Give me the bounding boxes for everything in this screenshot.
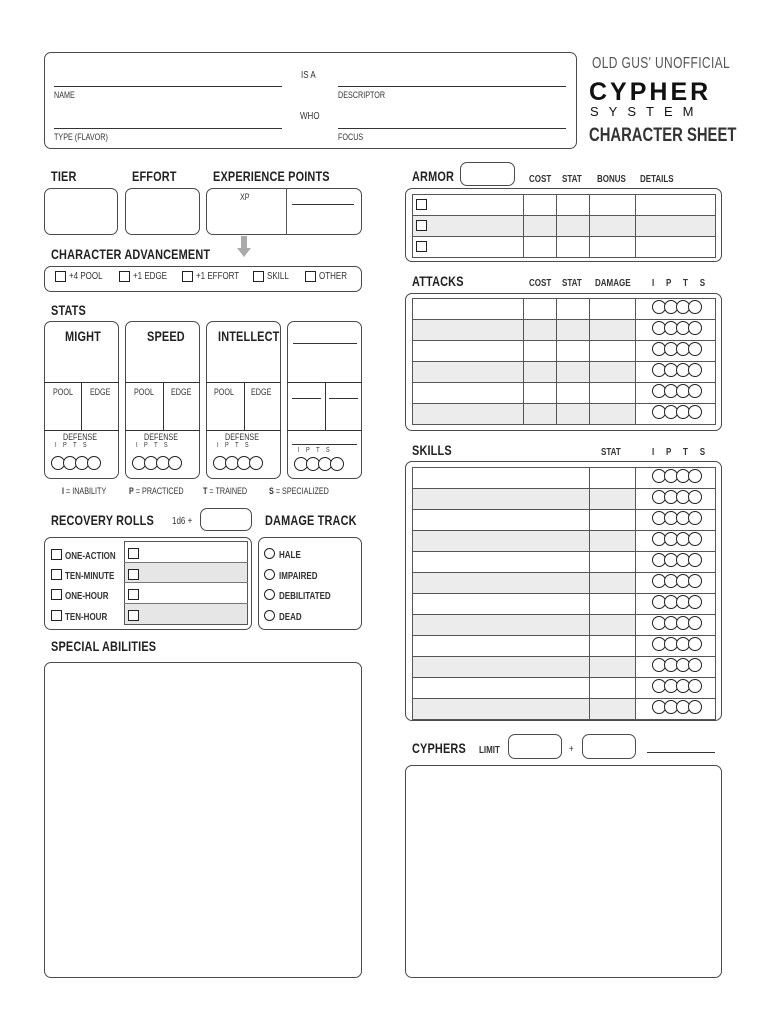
recovery-used-checkbox[interactable]: [128, 566, 139, 584]
might-defense-label: DEFENSE: [63, 432, 98, 442]
table-cell[interactable]: [524, 299, 557, 320]
ipts-circle[interactable]: [688, 384, 702, 398]
table-cell[interactable]: [590, 552, 636, 573]
recovery-one-action[interactable]: ONE-ACTION: [51, 546, 128, 564]
cyphers-title: CYPHERS: [412, 740, 466, 756]
xp-label: XP: [240, 192, 250, 202]
adv-other[interactable]: OTHER: [305, 271, 354, 282]
recovery-row-bg: [125, 562, 247, 582]
table-cell[interactable]: [557, 383, 590, 404]
armor-table: [412, 194, 716, 258]
table-cell[interactable]: [413, 594, 590, 615]
name-line: [54, 86, 282, 87]
table-cell[interactable]: [413, 699, 590, 720]
armor-title: ARMOR: [412, 168, 455, 184]
might-ipts-circles[interactable]: [51, 456, 99, 475]
might-edge-label: EDGE: [90, 387, 111, 397]
table-row: [413, 195, 716, 216]
ipts-cell[interactable]: [636, 320, 716, 341]
effort-title: EFFORT: [132, 168, 177, 184]
xp-divider: [286, 188, 287, 235]
table-cell[interactable]: [590, 699, 636, 720]
attacks-col-stat: STAT: [562, 278, 582, 289]
table-cell[interactable]: [413, 552, 590, 573]
divider: [287, 430, 362, 431]
armor-col-cost: COST: [529, 174, 552, 185]
cyphers-bonus-field[interactable]: [582, 734, 636, 759]
cyphers-limit-label: LIMIT: [479, 745, 500, 756]
table-cell[interactable]: [413, 531, 590, 552]
table-row: [413, 362, 716, 383]
speed-pool-label: POOL: [134, 387, 155, 397]
ipts-circle[interactable]: [688, 595, 702, 609]
special-abilities-field[interactable]: [44, 662, 362, 978]
name-label: NAME: [54, 90, 75, 100]
table-cell[interactable]: [413, 636, 590, 657]
checkbox[interactable]: [55, 271, 66, 282]
logo-cypher: CYPHER: [589, 78, 712, 106]
ipts-label: IPTS: [217, 442, 256, 449]
ipts-circle[interactable]: [688, 321, 702, 335]
attacks-col-cost: COST: [529, 278, 552, 289]
checkbox[interactable]: [51, 549, 62, 560]
table-cell[interactable]: [413, 615, 590, 636]
radio[interactable]: [264, 610, 275, 621]
skills-table: [412, 467, 716, 720]
table-cell[interactable]: [590, 362, 636, 383]
table-cell[interactable]: [590, 510, 636, 531]
table-row: [413, 299, 716, 320]
descriptor-label: DESCRIPTOR: [338, 90, 386, 100]
table-row: [413, 489, 716, 510]
custom-edge-line: [329, 398, 358, 399]
recovery-used-checkbox[interactable]: [128, 586, 139, 604]
armor-checkbox[interactable]: [416, 241, 427, 252]
speed-defense-label: DEFENSE: [144, 432, 179, 442]
armor-value-field[interactable]: [460, 162, 515, 186]
attacks-col-ipts: I P T S: [652, 278, 710, 289]
recovery-used-checkbox[interactable]: [128, 607, 139, 625]
ipts-cell[interactable]: [636, 531, 716, 552]
ipts-cell[interactable]: [636, 615, 716, 636]
cyphers-limit-field[interactable]: [508, 734, 562, 759]
table-cell[interactable]: [524, 383, 557, 404]
ipts-circle[interactable]: [688, 363, 702, 377]
skills-title: SKILLS: [412, 442, 452, 458]
checkbox[interactable]: [253, 271, 264, 282]
effort-field[interactable]: [125, 188, 200, 235]
checkbox[interactable]: [182, 271, 193, 282]
table-cell[interactable]: [590, 383, 636, 404]
skills-col-stat: STAT: [601, 447, 621, 458]
table-cell[interactable]: [413, 510, 590, 531]
table-cell[interactable]: [524, 404, 557, 425]
table-cell[interactable]: [413, 383, 524, 404]
speed-ipts-circles[interactable]: [132, 456, 180, 475]
table-row: [413, 699, 716, 720]
table-row: [413, 468, 716, 489]
divider: [124, 582, 248, 583]
table-cell[interactable]: [413, 468, 590, 489]
table-cell[interactable]: [590, 657, 636, 678]
damage-impaired[interactable]: IMPAIRED: [264, 566, 327, 584]
intellect-pool-label: POOL: [214, 387, 235, 397]
special-abilities-title: SPECIAL ABILITIES: [51, 638, 157, 654]
recovery-dice-label: 1d6 +: [172, 516, 193, 527]
ipts-circle[interactable]: [688, 532, 702, 546]
ipts-circle[interactable]: [688, 679, 702, 693]
xp-field[interactable]: [206, 188, 362, 235]
intellect-ipts-circles[interactable]: [213, 456, 261, 475]
table-cell[interactable]: [590, 636, 636, 657]
table-cell[interactable]: [413, 489, 590, 510]
table-cell[interactable]: [413, 404, 524, 425]
table-cell[interactable]: [413, 657, 590, 678]
ipts-cell[interactable]: [636, 573, 716, 594]
speed-title: SPEED: [147, 328, 185, 344]
attacks-col-damage: DAMAGE: [595, 278, 631, 289]
ipts-cell[interactable]: [636, 341, 716, 362]
adv-effort[interactable]: +1 EFFORT: [182, 271, 250, 282]
adv-edge[interactable]: +1 EDGE: [119, 271, 175, 282]
divider: [125, 430, 200, 431]
divider: [124, 562, 248, 563]
ipts-circle[interactable]: [688, 490, 702, 504]
ipts-cell[interactable]: [636, 678, 716, 699]
armor-col-bonus: BONUS: [597, 174, 626, 185]
table-cell[interactable]: [413, 320, 524, 341]
ipts-circle[interactable]: [688, 637, 702, 651]
header-box: [44, 52, 577, 149]
arrow-head: [237, 248, 251, 257]
damage-debilitated[interactable]: DEBILITATED: [264, 586, 344, 604]
table-cell[interactable]: [590, 678, 636, 699]
table-cell[interactable]: [590, 531, 636, 552]
ipts-circle[interactable]: [688, 616, 702, 630]
ipts-circle[interactable]: [688, 658, 702, 672]
ipts-cell[interactable]: [636, 552, 716, 573]
ipts-cell[interactable]: [636, 594, 716, 615]
divider: [163, 382, 164, 430]
stats-title: STATS: [51, 302, 86, 318]
logo-character-sheet: CHARACTER SHEET: [589, 125, 737, 146]
ipts-circle[interactable]: [688, 574, 702, 588]
damage-dead[interactable]: DEAD: [264, 607, 307, 625]
table-row: [413, 404, 716, 425]
divider: [124, 603, 248, 604]
speed-edge-label: EDGE: [171, 387, 192, 397]
table-row: [413, 320, 716, 341]
divider: [325, 382, 326, 430]
xp-title: EXPERIENCE POINTS: [213, 168, 330, 184]
table-row: [413, 216, 716, 237]
ipts-cell[interactable]: [636, 636, 716, 657]
table-cell[interactable]: [590, 489, 636, 510]
custom-pool-line: [292, 398, 321, 399]
attacks-title: ATTACKS: [412, 273, 464, 289]
table-cell[interactable]: [413, 362, 524, 383]
might-pool-label: POOL: [53, 387, 74, 397]
table-row: [413, 678, 716, 699]
table-cell[interactable]: [557, 299, 590, 320]
radio[interactable]: [264, 589, 275, 600]
ipts-circle[interactable]: [688, 553, 702, 567]
checkbox[interactable]: [119, 271, 130, 282]
ipts-label: IPTS: [136, 442, 175, 449]
intellect-defense-label: DEFENSE: [225, 432, 260, 442]
table-row: [413, 573, 716, 594]
damage-title: DAMAGE TRACK: [265, 512, 357, 528]
is-a-label: IS A: [301, 70, 316, 81]
ipts-cell[interactable]: [636, 699, 716, 720]
table-row: [413, 237, 716, 258]
armor-col-details: DETAILS: [640, 174, 674, 185]
recovery-ten-hour[interactable]: TEN-HOUR: [51, 607, 118, 625]
ipts-circle[interactable]: [688, 700, 702, 714]
ipts-cell[interactable]: [636, 510, 716, 531]
adv-pool[interactable]: +4 POOL: [55, 271, 111, 282]
tier-title: TIER: [51, 168, 77, 184]
table-cell[interactable]: [413, 341, 524, 362]
adv-skill[interactable]: SKILL: [253, 271, 294, 282]
table-cell[interactable]: [590, 341, 636, 362]
table-cell[interactable]: [413, 678, 590, 699]
table-cell[interactable]: [524, 362, 557, 383]
table-cell[interactable]: [524, 341, 557, 362]
divider: [81, 382, 82, 430]
intellect-edge-label: EDGE: [251, 387, 272, 397]
recovery-ten-minute[interactable]: TEN-MINUTE: [51, 566, 127, 584]
intellect-title: INTELLECT: [218, 328, 280, 344]
cyphers-field[interactable]: [405, 765, 722, 978]
table-cell[interactable]: [590, 299, 636, 320]
focus-label: FOCUS: [338, 132, 364, 142]
ipts-circle[interactable]: [688, 342, 702, 356]
table-cell[interactable]: [413, 299, 524, 320]
ipts-circle[interactable]: [688, 300, 702, 314]
ipts-circle[interactable]: [688, 511, 702, 525]
recovery-row-bg: [125, 603, 247, 624]
table-row: [413, 383, 716, 404]
radio[interactable]: [264, 569, 275, 580]
ipts-circle[interactable]: [688, 405, 702, 419]
table-cell[interactable]: [524, 320, 557, 341]
table-cell[interactable]: [590, 468, 636, 489]
table-row: [413, 594, 716, 615]
armor-checkbox[interactable]: [416, 220, 427, 231]
ipts-cell[interactable]: [636, 657, 716, 678]
ipts-circle[interactable]: [688, 469, 702, 483]
table-row: [413, 531, 716, 552]
table-row: [413, 552, 716, 573]
might-title: MIGHT: [65, 328, 101, 344]
ipts-label: IPTS: [55, 442, 94, 449]
table-cell[interactable]: [590, 404, 636, 425]
type-label: TYPE (FLAVOR): [54, 132, 108, 142]
table-row: [413, 636, 716, 657]
checkbox[interactable]: [51, 589, 62, 600]
custom-ipts-circles[interactable]: [294, 457, 342, 476]
ipts-cell[interactable]: [636, 383, 716, 404]
cyphers-extra-line: [647, 752, 715, 753]
table-cell[interactable]: [590, 615, 636, 636]
armor-checkbox[interactable]: [416, 199, 427, 210]
damage-hale[interactable]: HALE: [264, 545, 306, 563]
table-cell[interactable]: [557, 320, 590, 341]
checkbox[interactable]: [51, 569, 62, 580]
table-cell[interactable]: [557, 341, 590, 362]
table-row: [413, 341, 716, 362]
type-line: [54, 128, 282, 129]
cyphers-plus: +: [569, 744, 574, 755]
tier-field[interactable]: [44, 188, 118, 235]
divider: [206, 430, 281, 431]
recovery-title: RECOVERY ROLLS: [51, 512, 154, 528]
checkbox[interactable]: [305, 271, 316, 282]
focus-line: [338, 128, 566, 129]
table-row: [413, 510, 716, 531]
table-cell[interactable]: [590, 594, 636, 615]
table-row: [413, 615, 716, 636]
descriptor-line: [338, 86, 566, 87]
ipts-cell[interactable]: [636, 299, 716, 320]
ipts-cell[interactable]: [636, 468, 716, 489]
ipts-cell[interactable]: [636, 362, 716, 383]
ipts-cell[interactable]: [636, 404, 716, 425]
logo-system: SYSTEM: [590, 104, 704, 119]
xp-line: [292, 204, 354, 205]
table-cell[interactable]: [557, 362, 590, 383]
ipts-cell[interactable]: [636, 489, 716, 510]
recovery-one-hour[interactable]: ONE-HOUR: [51, 586, 119, 604]
custom-stat-line: [293, 343, 357, 344]
recovery-used-checkbox[interactable]: [128, 545, 139, 563]
logo-subtitle: OLD GUS' UNOFFICIAL: [592, 55, 731, 72]
divider: [244, 382, 245, 430]
divider: [44, 430, 119, 431]
table-cell[interactable]: [590, 573, 636, 594]
table-cell[interactable]: [590, 320, 636, 341]
checkbox[interactable]: [51, 610, 62, 621]
ipts-label: IPTS: [298, 447, 337, 454]
custom-defense-line: [292, 444, 357, 445]
table-row: [413, 657, 716, 678]
skills-col-ipts: I P T S: [652, 447, 710, 458]
attacks-table: [412, 298, 716, 425]
radio[interactable]: [264, 548, 275, 559]
table-cell[interactable]: [557, 404, 590, 425]
armor-col-stat: STAT: [562, 174, 582, 185]
advancement-title: CHARACTER ADVANCEMENT: [51, 246, 211, 262]
who-label: WHO: [300, 111, 320, 122]
recovery-bonus-field[interactable]: [200, 508, 252, 531]
table-cell[interactable]: [413, 573, 590, 594]
